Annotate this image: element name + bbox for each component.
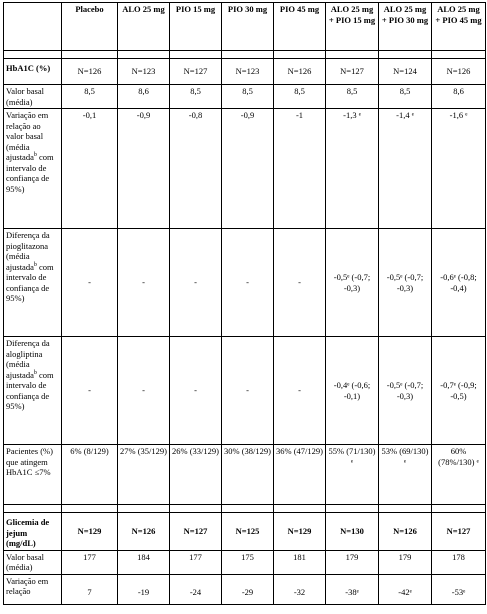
value-cell: 30% (38/129) (222, 445, 274, 505)
n-cell: N=126 (118, 513, 170, 551)
n-cell: N=126 (432, 59, 486, 85)
value-cell: -38ᵉ (326, 574, 379, 604)
n-cell: N=127 (326, 59, 379, 85)
value-cell: -0,4ᵉ (-0,6; -0,1) (326, 337, 379, 445)
spacer-row (4, 505, 486, 513)
value-cell: -1,3 ᵉ (326, 109, 379, 229)
label-text: Diferença da alogliptina (média ajustada (6, 338, 50, 380)
value-cell: -0,9 (118, 109, 170, 229)
n-cell: N=129 (62, 513, 118, 551)
row-variacao (4, 109, 486, 229)
value-cell: 184 (118, 550, 170, 574)
header-empty (4, 3, 62, 51)
value-cell: 178 (432, 550, 486, 574)
value-cell: - (222, 337, 274, 445)
value-cell: 8,6 (432, 85, 486, 109)
spacer-row (4, 51, 486, 59)
header-cell: ALO 25 mg + PIO 45 mg (432, 3, 486, 51)
value-cell: 181 (274, 550, 326, 574)
n-cell: N=130 (326, 513, 379, 551)
n-cell: N=126 (62, 59, 118, 85)
n-cell: N=127 (432, 513, 486, 551)
section-row-glicemia (4, 513, 486, 551)
header-cell: ALO 25 mg + PIO 30 mg (379, 3, 432, 51)
value-cell: 6% (8/129) (62, 445, 118, 505)
value-cell: -53ᵉ (432, 574, 486, 604)
value-cell: -0,7ᵉ (-0,9; -0,5) (432, 337, 486, 445)
section-row-hba1c (4, 59, 486, 85)
n-cell: N=124 (379, 59, 432, 85)
value-cell: -19 (118, 574, 170, 604)
value-cell: 27% (35/129) (118, 445, 170, 505)
value-cell: 8,5 (222, 85, 274, 109)
footnote-mark: b (33, 152, 37, 159)
value-cell: 60% (78%/130) ᵉ (432, 445, 486, 505)
value-cell: -0,5ᵉ (-0,7; -0,3) (379, 229, 432, 337)
row-glicemia-variacao (4, 574, 486, 604)
value-cell: 175 (222, 550, 274, 574)
value-cell: - (62, 229, 118, 337)
row-label: Valor basal (média) (4, 550, 62, 574)
value-cell: -0,8 (170, 109, 222, 229)
row-label: Pacientes (%) que atingem HbA1C ≤7% (4, 445, 62, 505)
value-cell: -1,4 ᵉ (379, 109, 432, 229)
value-cell: -1,6 ᵉ (432, 109, 486, 229)
value-cell: - (118, 229, 170, 337)
n-cell: N=126 (274, 59, 326, 85)
row-label (4, 337, 62, 445)
n-cell: N=123 (222, 59, 274, 85)
footnote-mark: b (33, 369, 37, 376)
value-cell: -1 (274, 109, 326, 229)
value-cell: -0,1 (62, 109, 118, 229)
value-cell: 36% (47/129) (274, 445, 326, 505)
value-cell: 55% (71/130) ᵉ (326, 445, 379, 505)
label-tail: com intervalo de confiança de 95%) (6, 261, 54, 303)
label-text: Variação em relação ao valor basal (média ajustada (6, 110, 49, 162)
value-cell: 8,5 (326, 85, 379, 109)
n-cell: N=129 (274, 513, 326, 551)
label-text: Diferença da pioglitazona (média ajustada (6, 230, 50, 272)
header-cell: PIO 30 mg (222, 3, 274, 51)
value-cell: 7 (62, 574, 118, 604)
value-cell: -32 (274, 574, 326, 604)
header-row (4, 3, 486, 51)
value-cell: 8,5 (62, 85, 118, 109)
label-tail: com intervalo de confiança de 95%) (6, 152, 54, 194)
value-cell: -24 (170, 574, 222, 604)
header-cell: ALO 25 mg + PIO 15 mg (326, 3, 379, 51)
n-cell: N=126 (379, 513, 432, 551)
value-cell: 8,5 (379, 85, 432, 109)
value-cell: - (274, 229, 326, 337)
row-diferenca-alogliptina (4, 337, 486, 445)
row-label: Valor basal (média) (4, 85, 62, 109)
value-cell: 26% (33/129) (170, 445, 222, 505)
value-cell: - (222, 229, 274, 337)
value-cell: -0,9 (222, 109, 274, 229)
efficacy-table (3, 2, 486, 605)
value-cell: 179 (379, 550, 432, 574)
n-cell: N=123 (118, 59, 170, 85)
row-valor-basal (4, 85, 486, 109)
n-cell: N=127 (170, 59, 222, 85)
value-cell: -29 (222, 574, 274, 604)
section-label: HbA1C (%) (4, 59, 62, 85)
header-cell: PIO 15 mg (170, 3, 222, 51)
value-cell: 8,6 (118, 85, 170, 109)
label-tail: com intervalo de confiança de 95%) (6, 369, 54, 411)
value-cell: - (170, 337, 222, 445)
value-cell: -42ᵉ (379, 574, 432, 604)
header-cell: Placebo (62, 3, 118, 51)
header-cell: PIO 45 mg (274, 3, 326, 51)
value-cell: - (118, 337, 170, 445)
row-glicemia-basal (4, 550, 486, 574)
value-cell: 53% (69/130) ᵉ (379, 445, 432, 505)
value-cell: 8,5 (170, 85, 222, 109)
value-cell: -0,5ᵉ (-0,7; -0,3) (379, 337, 432, 445)
n-cell: N=127 (170, 513, 222, 551)
value-cell: 8,5 (274, 85, 326, 109)
n-cell: N=125 (222, 513, 274, 551)
value-cell: 179 (326, 550, 379, 574)
value-cell: - (274, 337, 326, 445)
row-label (4, 229, 62, 337)
section-label: Glicemia de jejum (mg/dL) (4, 513, 62, 551)
row-label (4, 109, 62, 229)
value-cell: 177 (170, 550, 222, 574)
value-cell: -0,6ᵉ (-0,8; -0,4) (432, 229, 486, 337)
value-cell: - (170, 229, 222, 337)
row-pacientes (4, 445, 486, 505)
header-cell: ALO 25 mg (118, 3, 170, 51)
row-diferenca-pioglitazona (4, 229, 486, 337)
value-cell: - (62, 337, 118, 445)
footnote-mark: b (33, 261, 37, 268)
row-label: Variação em relação (4, 574, 62, 604)
value-cell: -0,5ᵉ (-0,7; -0,3) (326, 229, 379, 337)
value-cell: 177 (62, 550, 118, 574)
